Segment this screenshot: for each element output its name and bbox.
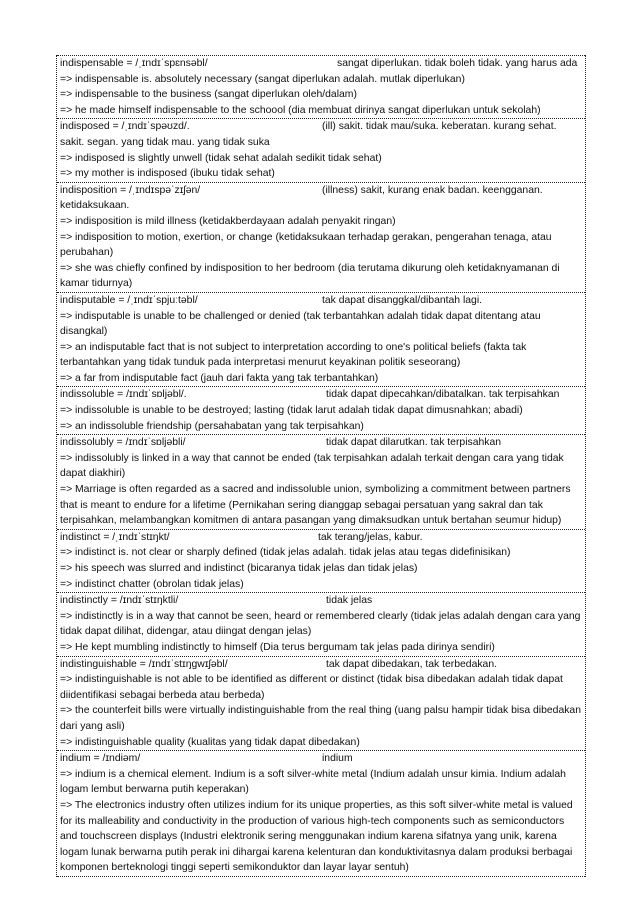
entry-headword-row xyxy=(60,293,583,309)
entry-meaning: tak dapat disanggkal/dibantah lagi. xyxy=(322,294,483,306)
entry-headword-row xyxy=(60,183,583,214)
dictionary-entry xyxy=(57,118,585,181)
entry-meaning: tak terang/jelas, kabur. xyxy=(318,531,423,543)
entry-example-line: => his speech was slurred and indistinct (bicaranya tidak jelas dan tidak jelas) xyxy=(60,563,418,574)
entry-example-line: => indisposition to motion, exertion, or change (ketidaksukaan terhadap gerakan, pengerahan tenaga, atau perubahan) xyxy=(60,231,552,259)
entry-example-line: => indistinct chatter (obrolan tidak jelas) xyxy=(60,578,244,590)
entry-example-line: => indisposition is mild illness (ketidakberdayaan adalah penyakit ringan) xyxy=(60,215,396,227)
entry-headword: indissoluble = /ɪndɪˈsɒljəbl/. xyxy=(60,389,187,401)
entry-headword-row xyxy=(60,657,583,673)
entry-meaning: tidak dapat dilarutkan. tak terpisahkan xyxy=(326,437,502,449)
entry-example-line: => he made himself indispensable to the schoool (dia membuat dirinya sangat diperlukan untuk sekolah) xyxy=(60,104,541,116)
entry-headword-row xyxy=(60,435,583,451)
entry-headword: indisposed = /ˌɪndɪˈspəʊzd/. xyxy=(60,121,190,133)
entry-headword: indispensable = /ˌɪndɪˈspɛnsəbl/ xyxy=(60,58,208,69)
entry-headword: indistinctly = /ɪndɪˈstɪŋktli/ xyxy=(60,595,179,607)
entry-meaning: tidak jelas xyxy=(326,595,373,607)
entry-example-line: => He kept mumbling indistinctly to himself (Dia terus bergumam tak jelas pada dirinya sendiri) xyxy=(60,641,495,653)
entry-meaning: tak dapat dibedakan, tak terbedakan. xyxy=(326,658,497,670)
entry-headword-row xyxy=(60,593,583,609)
entry-headword-row xyxy=(60,119,583,150)
entry-example-line: => indissoluble is unable to be destroyed; lasting (tidak larut adalah tidak dapat dimusnahkan; abadi) xyxy=(60,405,523,417)
entry-example-line: => indisposed is slightly unwell (tidak sehat adalah sedikit tidak sehat) xyxy=(60,152,382,164)
dictionary-entry xyxy=(57,55,585,118)
entry-example-line: => an indissoluble friendship (persahabatan yang tak terpisahkan) xyxy=(60,420,364,432)
entry-headword: indisposition = /ˌɪndɪspəˈzɪʃən/ xyxy=(60,184,201,196)
entry-example-line: => indisputable is unable to be challenged or denied (tak terbantahkan adalah tidak dapat ditentang atau disangkal) xyxy=(60,310,541,338)
entry-meaning: (ill) sakit. tidak mau/suka. keberatan. kurang sehat. sakit. segan. yang tidak mau. yang tidak suka xyxy=(60,121,557,148)
dictionary-entry xyxy=(57,182,585,292)
entry-example-line: => indispensable is. absolutely necessary (sangat diperlukan adalah. mutlak diperlukan) xyxy=(60,73,465,85)
entry-example-line: => indistinctly is in a way that cannot be seen, heard or remembered clearly (tidak jelas adalah dengan cara yang tidak dapat dilihat, didengar, atau diingat dengan jelas) xyxy=(60,610,581,638)
entry-headword-row xyxy=(60,387,583,403)
dictionary-entry xyxy=(57,529,585,592)
dictionary-entry xyxy=(57,750,585,877)
entry-example-line: => indistinguishable quality (kualitas yang tidak dapat dibedakan) xyxy=(60,736,360,748)
entry-headword: indistinct = /ˌɪndɪˈstɪŋkt/ xyxy=(60,531,170,543)
entry-example-line: => indissolubly is linked in a way that cannot be ended (tak terpisahkan adalah terkait dengan cara yang tidak dapat diakhiri) xyxy=(60,452,564,480)
entry-meaning: tidak dapat dipecahkan/dibatalkan. tak terpisahkan xyxy=(326,389,560,401)
dictionary-entry xyxy=(57,386,585,434)
entry-headword-row xyxy=(60,56,583,72)
entry-example-line: => indium is a chemical element. Indium is a soft silver-white metal (Indium adalah unsur kimia. Indium adalah logam lembut berwarna putih keperakan) xyxy=(60,768,566,796)
entry-headword: indium = /ɪndiəm/ xyxy=(60,753,141,765)
entry-meaning: (illness) sakit, kurang enak badan. keengganan. ketidaksukaan. xyxy=(60,184,543,212)
entry-example-line: => the counterfeit bills were virtually indistinguishable from the real thing (uang palsu hampir tidak bisa dibedakan dari yang asli) xyxy=(60,705,581,732)
entry-headword: indissolubly = /ɪndɪˈsɒljəbli/ xyxy=(60,437,186,449)
entry-example-line: => indispensable to the business (sangat diperlukan oleh/dalam) xyxy=(60,89,357,101)
entry-example-line: => an indisputable fact that is not subject to interpretation according to one's political beliefs (fakta tak terbantahkan yang tidak tunduk pada interpretasi menurut keyakinan politik seseorang) xyxy=(60,341,527,369)
entry-meaning: sangat diperlukan. tidak boleh tidak. yang harus ada xyxy=(337,58,578,69)
entry-example-line: => indistinct is. not clear or sharply defined (tidak jelas adalah. tidak jelas atau tegas didefinisikan) xyxy=(60,547,511,559)
entry-example-line: => The electronics industry often utilizes indium for its unique properties, as this soft silver-white metal is valued for its malleability and conductivity in the production of various high-tech components such as semiconductors and touchscreen displays (Industri elektronik sering menggunakan indium karena sifatnya yang unik, karena logam lunak berwarna putih perak ini dihargai karena kelenturan dan konduktivitasnya dalam produksi berbagai komponen berteknologi tinggi seperti semikonduktor dan layar layar sentuh) xyxy=(60,799,573,874)
entry-example-line: => my mother is indisposed (ibuku tidak sehat) xyxy=(60,168,275,180)
entry-headword-row xyxy=(60,751,583,767)
entry-headword: indisputable = /ˌɪndɪˈspjuːtəbl/ xyxy=(60,294,198,306)
entry-example-line: => indistinguishable is not able to be identified as different or distinct (tidak bisa dibedakan adalah tidak dapat diidentifikasi sebagai berbeda atau berbeda) xyxy=(60,674,563,701)
dictionary-entry xyxy=(57,592,585,655)
dictionary-entry xyxy=(57,292,585,387)
entry-example-line: => she was chiefly confined by indisposition to her bedroom (dia terutama dikurung oleh ketidaknyamanan di kamar tidurnya) xyxy=(60,262,560,290)
entry-headword-row xyxy=(60,530,583,546)
dictionary-entries xyxy=(56,55,586,877)
entry-example-line: => a far from indisputable fact (jauh dari fakta yang tak terbantahkan) xyxy=(60,372,379,384)
entry-example-line: => Marriage is often regarded as a sacred and indissoluble union, symbolizing a commitment between partners that is meant to endure for a lifetime (Pernikahan sering dianggap sebagai persatuan yang sakral dan tak terpisahkan, melambangkan komitmen di antara pasangan yang dimaksudkan untuk bertahan seumur hidup) xyxy=(60,484,571,527)
entry-meaning: indium xyxy=(322,753,353,765)
dictionary-entry xyxy=(57,434,585,529)
entry-headword: indistinguishable = /ɪndɪˈstɪŋgwɪʃəbl/ xyxy=(60,658,228,670)
dictionary-entry xyxy=(57,656,585,751)
